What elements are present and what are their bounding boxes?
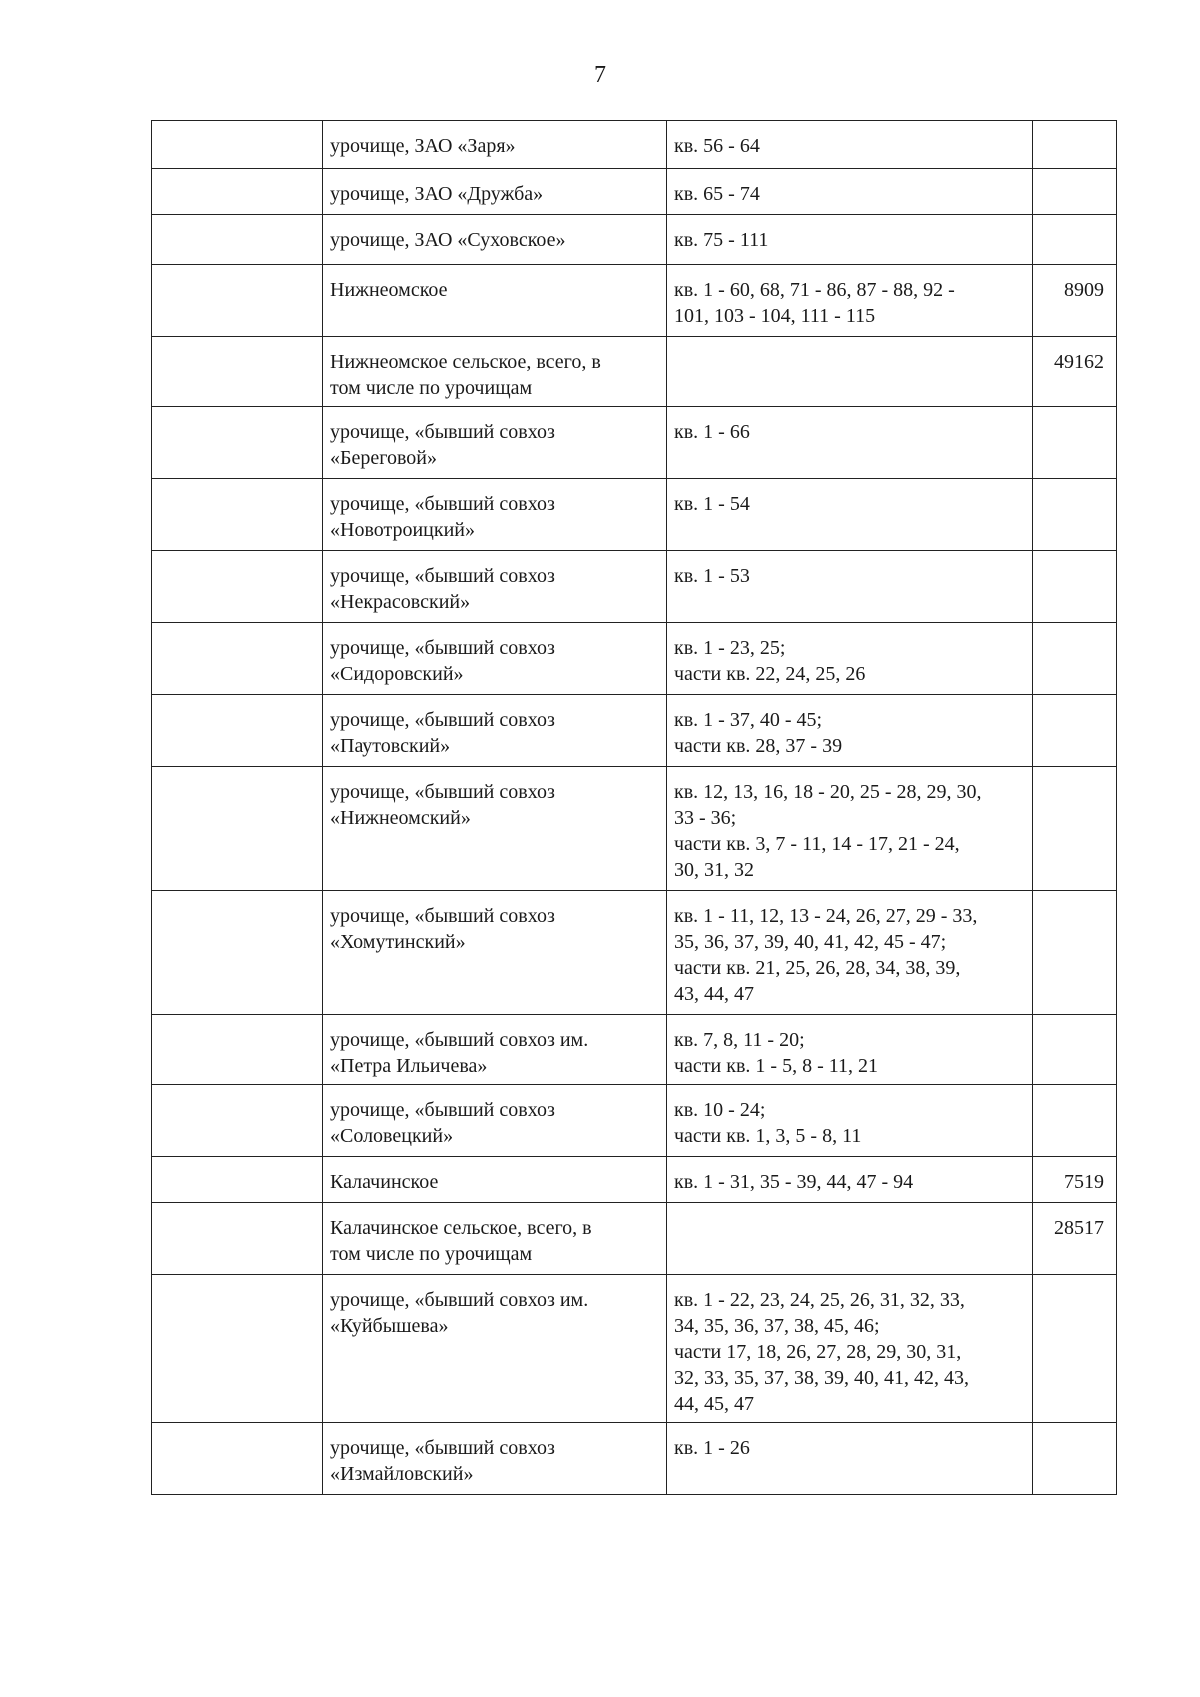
table-row [152,1203,1117,1275]
area-cell [1033,1085,1117,1157]
tract-name-cell: урочище, «бывший совхоз «Новотроицкий» [323,479,667,551]
forestry-cell [152,479,323,551]
tract-name-cell: Нижнеомское [323,265,667,337]
forestry-cell [152,169,323,215]
table-row [152,767,1117,891]
area-cell [1033,1275,1117,1423]
table-row [152,891,1117,1015]
tract-name-cell: урочище, «бывший совхоз «Береговой» [323,407,667,479]
tract-name-cell: урочище, «бывший совхоз «Некрасовский» [323,551,667,623]
table-row [152,1275,1117,1423]
table-row [152,121,1117,169]
quarters-cell: кв. 1 - 53 [667,551,1033,623]
table-row [152,337,1117,407]
tract-name-cell: урочище, «бывший совхоз им. «Куйбышева» [323,1275,667,1423]
tract-name-cell: урочище, «бывший совхоз им. «Петра Ильичева» [323,1015,667,1085]
area-cell [1033,407,1117,479]
tract-name-cell: урочище, «бывший совхоз «Нижнеомский» [323,767,667,891]
quarters-cell: кв. 1 - 66 [667,407,1033,479]
forestry-cell [152,1423,323,1495]
tract-name-cell: урочище, «бывший совхоз «Соловецкий» [323,1085,667,1157]
quarters-cell: кв. 1 - 37, 40 - 45; части кв. 28, 37 - 39 [667,695,1033,767]
area-cell [1033,623,1117,695]
forestry-cell [152,215,323,265]
quarters-cell: кв. 65 - 74 [667,169,1033,215]
table-row [152,265,1117,337]
table-row [152,1085,1117,1157]
area-cell [1033,121,1117,169]
area-cell [1033,551,1117,623]
table-row [152,695,1117,767]
area-cell [1033,479,1117,551]
forestry-cell [152,1085,323,1157]
forestry-cell [152,551,323,623]
area-cell [1033,695,1117,767]
area-cell [1033,169,1117,215]
quarters-cell [667,337,1033,407]
table-row [152,169,1117,215]
table-row [152,479,1117,551]
tract-name-cell: Калачинское сельское, всего, в том числе по урочищам [323,1203,667,1275]
quarters-cell: кв. 1 - 54 [667,479,1033,551]
forestry-cell [152,695,323,767]
quarters-cell: кв. 56 - 64 [667,121,1033,169]
tract-name-cell: Нижнеомское сельское, всего, в том числе по урочищам [323,337,667,407]
forestry-cell [152,1157,323,1203]
quarters-cell: кв. 1 - 11, 12, 13 - 24, 26, 27, 29 - 33, 35, 36, 37, 39, 40, 41, 42, 45 - 47; части кв. 21, 25, 26, 28, 34, 38, 39, 43, 44, 47 [667,891,1033,1015]
tract-name-cell: Калачинское [323,1157,667,1203]
forestry-cell [152,407,323,479]
forest-quarters-table [151,120,1117,1495]
area-cell [1033,215,1117,265]
table-row [152,215,1117,265]
area-cell [1033,1423,1117,1495]
forestry-cell [152,337,323,407]
quarters-cell: кв. 1 - 22, 23, 24, 25, 26, 31, 32, 33, 34, 35, 36, 37, 38, 45, 46; части 17, 18, 26, 27, 28, 29, 30, 31, 32, 33, 35, 37, 38, 39, 40, 41, 42, 43, 44, 45, 47 [667,1275,1033,1423]
page-number: 7 [594,62,606,88]
table-row [152,623,1117,695]
area-cell [1033,767,1117,891]
quarters-cell: кв. 10 - 24; части кв. 1, 3, 5 - 8, 11 [667,1085,1033,1157]
area-cell [1033,891,1117,1015]
quarters-cell [667,1203,1033,1275]
quarters-cell: кв. 1 - 26 [667,1423,1033,1495]
table-row [152,1157,1117,1203]
forestry-cell [152,121,323,169]
tract-name-cell: урочище, «бывший совхоз «Хомутинский» [323,891,667,1015]
table-row [152,1423,1117,1495]
quarters-cell: кв. 75 - 111 [667,215,1033,265]
table-row [152,551,1117,623]
tract-name-cell: урочище, ЗАО «Суховское» [323,215,667,265]
forestry-cell [152,623,323,695]
tract-name-cell: урочище, «бывший совхоз «Сидоровский» [323,623,667,695]
quarters-cell: кв. 7, 8, 11 - 20; части кв. 1 - 5, 8 - 11, 21 [667,1015,1033,1085]
tract-name-cell: урочище, «бывший совхоз «Измайловский» [323,1423,667,1495]
quarters-cell: кв. 1 - 60, 68, 71 - 86, 87 - 88, 92 - 101, 103 - 104, 111 - 115 [667,265,1033,337]
area-cell: 28517 [1033,1203,1117,1275]
forestry-cell [152,891,323,1015]
forestry-cell [152,767,323,891]
forestry-cell [152,1275,323,1423]
area-cell: 49162 [1033,337,1117,407]
forestry-cell [152,1015,323,1085]
quarters-cell: кв. 1 - 23, 25; части кв. 22, 24, 25, 26 [667,623,1033,695]
area-cell: 8909 [1033,265,1117,337]
quarters-cell: кв. 12, 13, 16, 18 - 20, 25 - 28, 29, 30, 33 - 36; части кв. 3, 7 - 11, 14 - 17, 21 - 24, 30, 31, 32 [667,767,1033,891]
quarters-cell: кв. 1 - 31, 35 - 39, 44, 47 - 94 [667,1157,1033,1203]
tract-name-cell: урочище, «бывший совхоз «Паутовский» [323,695,667,767]
forestry-cell [152,265,323,337]
tract-name-cell: урочище, ЗАО «Дружба» [323,169,667,215]
area-cell: 7519 [1033,1157,1117,1203]
table-row [152,407,1117,479]
area-cell [1033,1015,1117,1085]
forestry-cell [152,1203,323,1275]
tract-name-cell: урочище, ЗАО «Заря» [323,121,667,169]
table-row [152,1015,1117,1085]
